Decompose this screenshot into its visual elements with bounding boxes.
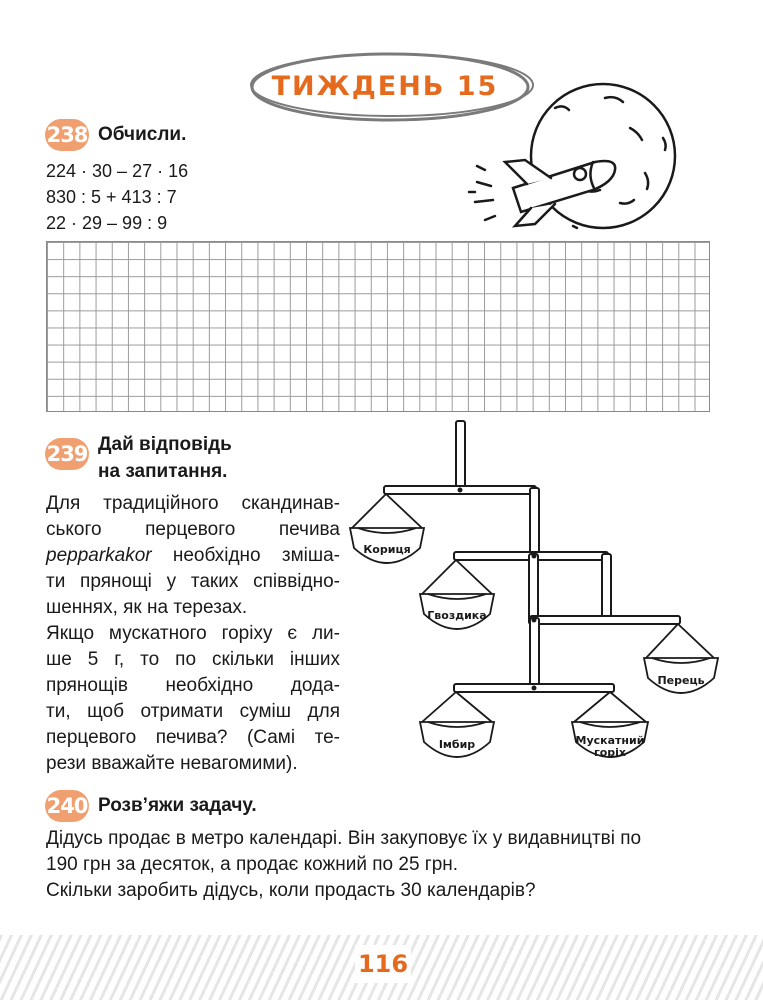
task-238-expression: 224 · 30 – 27 · 16 xyxy=(46,161,189,181)
task-239-paragraph-2: Якщо мускатного горіху є ли- ше 5 г, то по скільки інших прянощів необхідно дода- ти, щоб отримати суміш для перцевого печива? (Самі те- рези вважайте невагомими). xyxy=(46,623,340,774)
week-title: ТИЖДЕНЬ 15 xyxy=(271,70,499,102)
task-240-text: Дідусь продає в метро календарі. Він закуповує їх у видавництві по 190 грн за десяток, а продає кожний по 25 грн. Скільки заробить дідусь, коли продасть 30 календарів? xyxy=(46,828,642,901)
task-239-title: на запитання. xyxy=(98,461,228,482)
task-238-expression: 830 : 5 + 413 : 7 xyxy=(46,187,177,207)
page-number: 116 xyxy=(355,945,411,983)
balance-scales-diagram xyxy=(340,418,740,790)
scale-label-pepper: Перець xyxy=(657,674,705,687)
task-240-number: 240 xyxy=(45,790,89,822)
scale-label-nutmeg: Мускатний xyxy=(575,734,645,747)
task-240-title: Розв’яжи задачу. xyxy=(98,795,257,816)
task-238-number: 238 xyxy=(45,119,89,151)
task-239-paragraph-1: Для традиційного скандинав- ського перцевого печива pepparkakor необхідно зміша- ти прянощі у таких співвідно- шеннях, як на терезах. xyxy=(46,493,340,618)
answer-grid[interactable] xyxy=(46,241,710,412)
task-238-expression: 22 · 29 – 99 : 9 xyxy=(46,213,168,233)
scale-label-nutmeg: горіх xyxy=(593,746,627,759)
task-238-title: Обчисли. xyxy=(98,124,187,145)
task-239-title: Дай відповідь xyxy=(98,434,232,455)
scale-label-cinnamon: Кориця xyxy=(363,543,411,556)
scale-label-ginger: Імбир xyxy=(438,738,476,751)
task-239-number: 239 xyxy=(45,438,89,470)
scale-label-clove: Гвоздика xyxy=(427,609,487,622)
